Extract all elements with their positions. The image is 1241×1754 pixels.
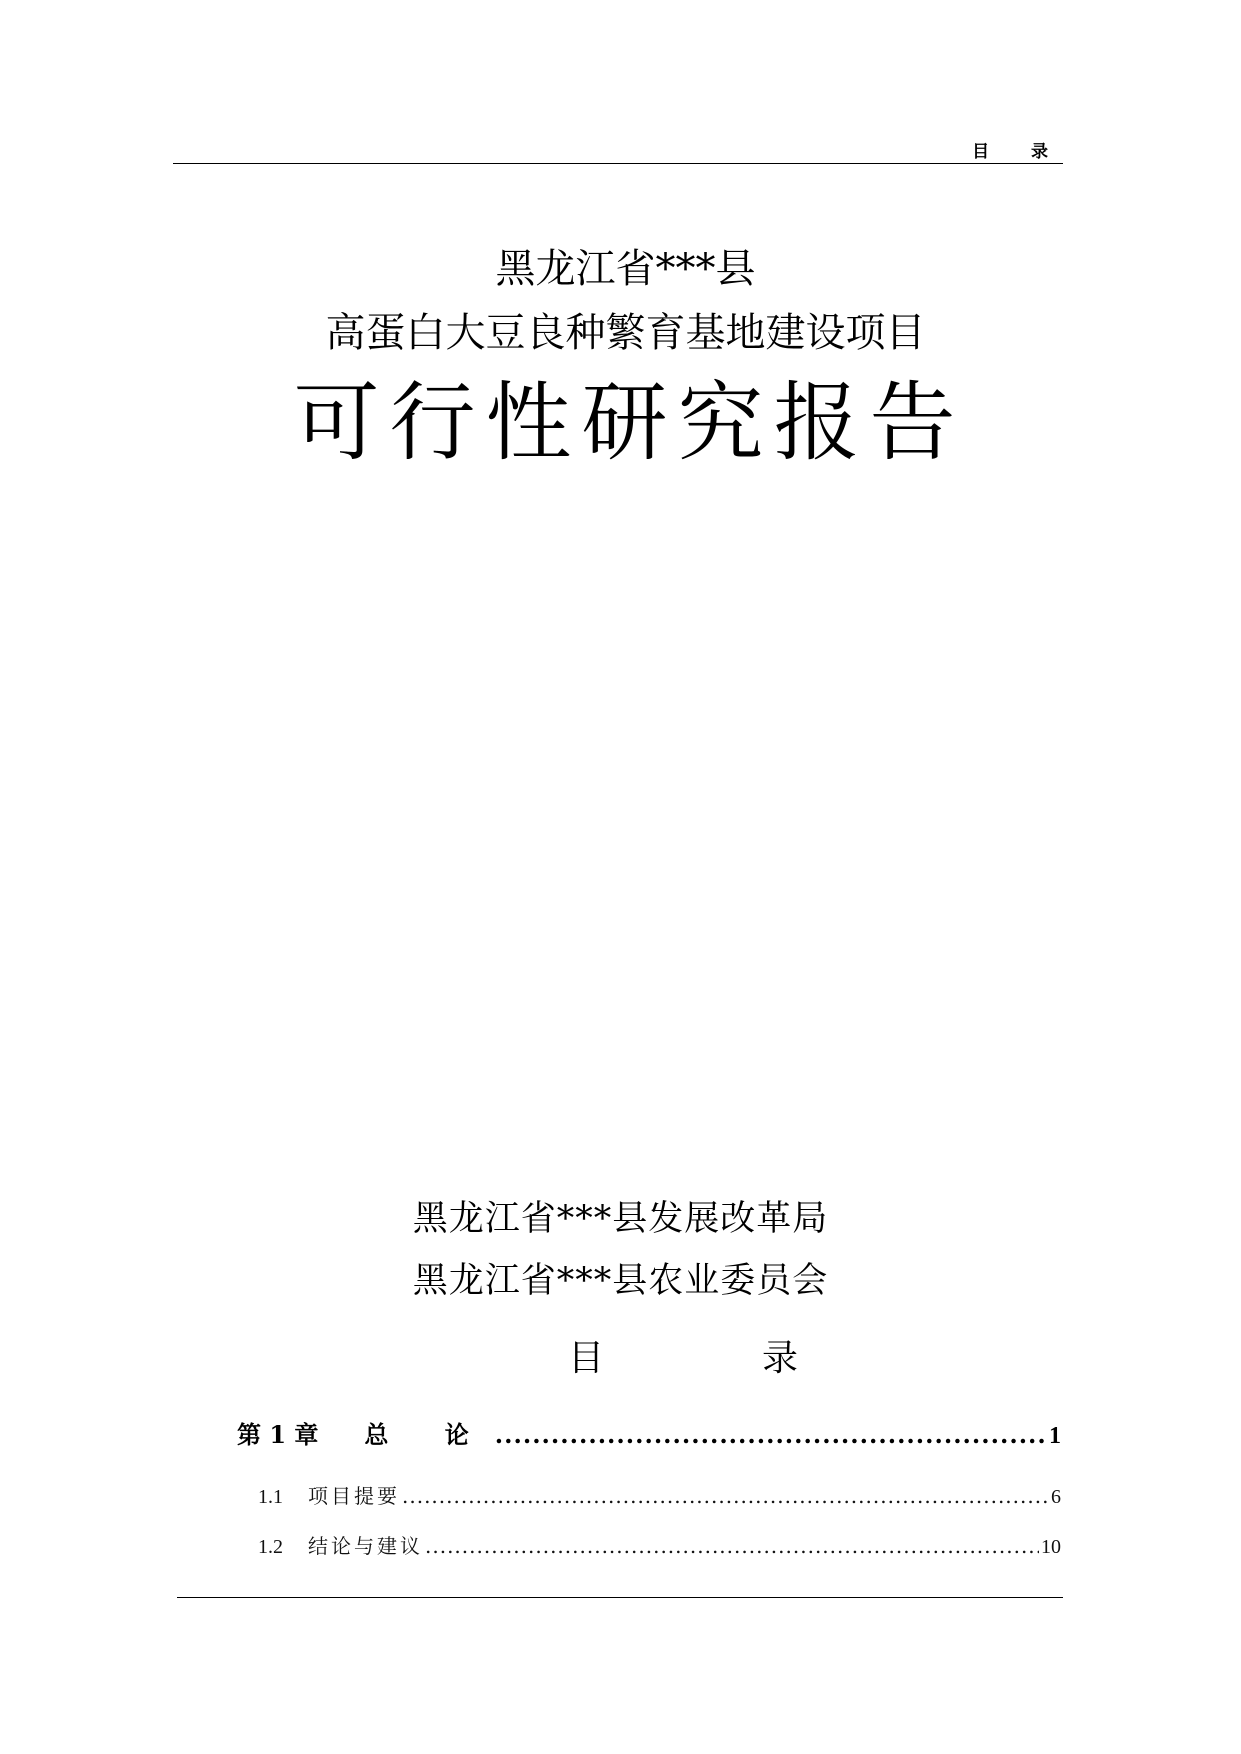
title-block [0, 240, 1241, 478]
toc-leader-dots [495, 1420, 1047, 1449]
toc-page-number: 10 [1041, 1536, 1061, 1558]
toc-heading-left: 目 [568, 1338, 605, 1379]
toc-heading [568, 1330, 798, 1381]
title-report-type: 可行性研究报告 [293, 373, 966, 473]
header-divider [173, 163, 1063, 164]
toc-section-entry[interactable] [258, 1480, 1061, 1509]
toc-page-number: 1 [1049, 1423, 1061, 1449]
toc-chapter-entry[interactable] [237, 1415, 1061, 1450]
toc-heading-right: 录 [761, 1338, 798, 1379]
toc-section-title: 结论与建议 [308, 1534, 423, 1558]
toc-section-number: 1.1 [258, 1486, 283, 1508]
running-header: 目 录 [972, 142, 1066, 162]
toc-chapter-number: 第 1 章 [237, 1420, 319, 1449]
toc-section-title: 项目提要 [308, 1484, 400, 1508]
toc-page-number: 6 [1051, 1486, 1061, 1508]
toc-leader-dots [402, 1484, 1049, 1508]
toc-section-number: 1.2 [258, 1536, 283, 1558]
organization-block [0, 1188, 1241, 1312]
organization-name: 黑龙江省***县农业委员会 [412, 1261, 829, 1301]
toc-chapter-title: 总 论 [364, 1420, 493, 1449]
toc-leader-dots [425, 1534, 1039, 1558]
organization-name: 黑龙江省***县发展改革局 [412, 1199, 829, 1239]
toc-section-entry[interactable] [258, 1530, 1061, 1559]
title-region: 黑龙江省***县 [495, 246, 756, 292]
footer-divider [177, 1597, 1063, 1598]
title-project-name: 高蛋白大豆良种繁育基地建设项目 [325, 310, 926, 356]
